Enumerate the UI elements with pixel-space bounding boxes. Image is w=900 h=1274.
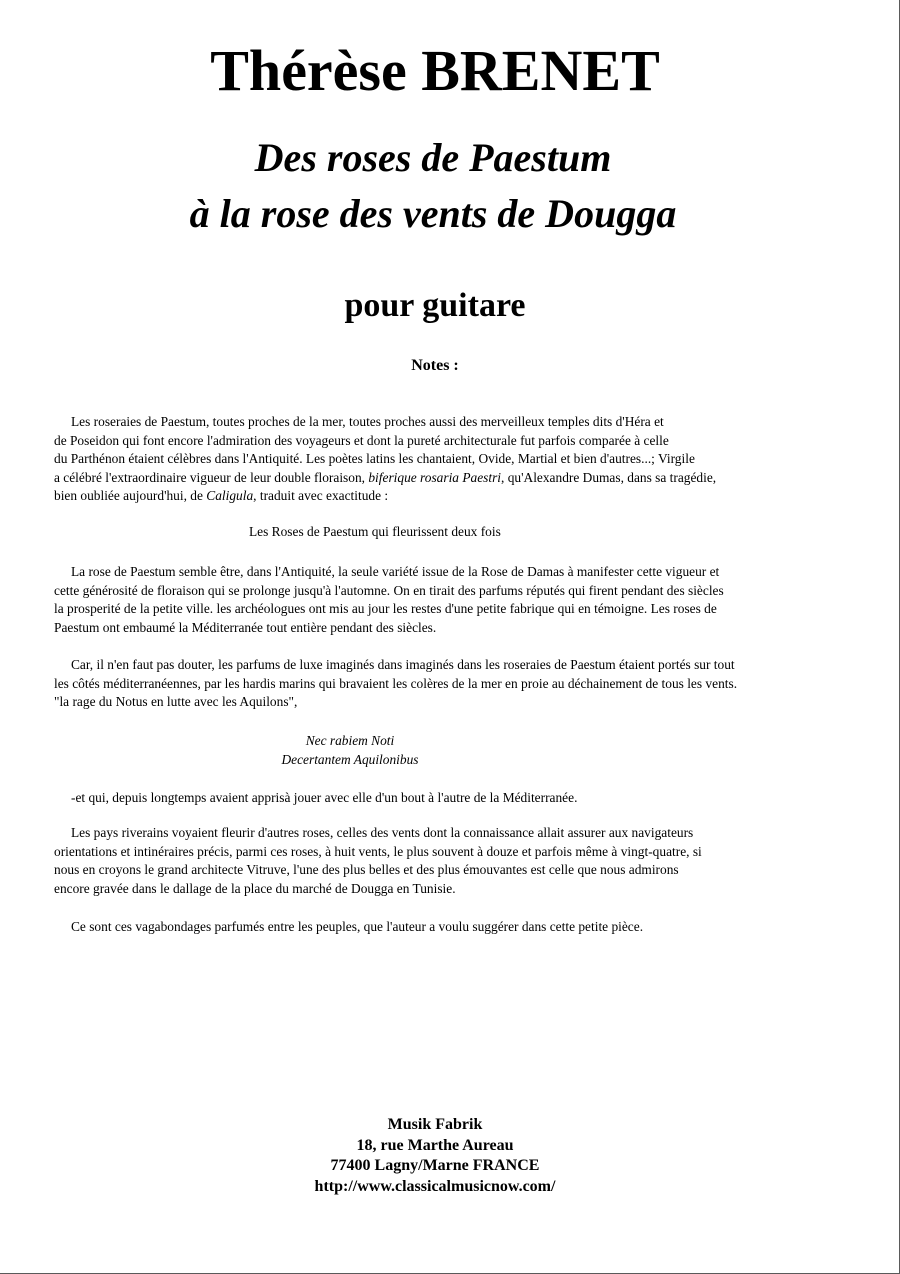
text-line: orientations et intinéraires précis, parmi ces roses, à huit vents, le plus souvent à douze et parfois même à vingt-quatre, si <box>54 843 702 859</box>
work-title: Caligula <box>206 488 254 504</box>
dumas-quote: Les Roses de Paestum qui fleurissent deux fois <box>249 524 501 539</box>
latin-quote-line-2: Decertantem Aquilonibus <box>281 751 419 767</box>
text-fragment: bien oubliée aujourd'hui, de <box>54 488 207 504</box>
text-line: Les pays riverains voyaient fleurir d'autres roses, celles des vents dont la connaissance allait assurer aux navigateurs <box>71 825 694 840</box>
text-line: nous en croyons le grand architecte Vitruve, l'une des plus belles et des plus émouvantes est celle que nous admirons <box>54 862 679 878</box>
latin-quote <box>0 732 700 769</box>
text-line: Ce sont ces vagabondages parfumés entre les peuples, que l'auteur a voulu suggérer dans cette petite pièce. <box>71 919 644 934</box>
publisher-street: 18, rue Marthe Aureau <box>356 1136 514 1154</box>
publisher-block <box>0 1115 870 1197</box>
text-line: Car, il n'en faut pas douter, les parfums de luxe imaginés dans imaginés dans les roseraies de Paestum étaient portés sur tout <box>71 657 735 672</box>
notes-heading: Notes : <box>411 357 459 374</box>
piece-title <box>0 130 866 242</box>
text-line <box>54 469 894 488</box>
paragraph-mediterranean <box>54 656 894 712</box>
text-line: Les roseraies de Paestum, toutes proches de la mer, toutes proches aussi des merveilleux temples dits d'Héra et <box>71 414 664 429</box>
text-line: encore gravée dans le dallage de la place du marché de Dougga en Tunisie. <box>54 880 456 896</box>
text-line: cette générosité de floraison qui se prolonge jusqu'à l'automne. On en tirait des parfums réputés qui firent pendant des siècles <box>54 582 724 598</box>
paragraph-conclusion <box>54 918 894 937</box>
piece-title-line-2: à la rose des vents de Dougga <box>189 191 677 236</box>
piece-title-line-1: Des roses de Paestum <box>254 135 612 180</box>
text-line: -et qui, depuis longtemps avaient apprisà jouer avec elle d'un bout à l'autre de la Méditerranée. <box>71 790 578 805</box>
paragraph-paestum-roses <box>54 413 894 506</box>
text-line: "la rage du Notus en lutte avec les Aquilons", <box>54 694 298 710</box>
publisher-url[interactable]: http://www.classicalmusicnow.com/ <box>314 1177 556 1195</box>
composer-name: Thérèse BRENET <box>210 38 660 103</box>
text-line: la prosperité de la petite ville. les archéologues ont mis au jour les restes d'une petite fabrique qui en témoigne. Les roses de <box>54 601 717 617</box>
text-line: les côtés méditerranéennes, par les hardis marins qui bravaient les colères de la mer en proie au déchainement de tous les vents. <box>54 675 738 691</box>
paragraph-damask-rose <box>54 563 894 637</box>
text-line: du Parthénon étaient célèbres dans l'Antiquité. Les poètes latins les chantaient, Ovide, Martial et bien d'autres...; Virgile <box>54 451 695 467</box>
latin-quote-line-1: Nec rabiem Noti <box>305 733 395 748</box>
instrumentation: pour guitare <box>344 287 526 324</box>
text-fragment: a célébré l'extraordinaire vigueur de leur double floraison, <box>54 469 369 485</box>
text-line <box>54 487 894 506</box>
publisher-name: Musik Fabrik <box>387 1116 483 1133</box>
text-line: Paestum ont embaumé la Méditerranée tout entière pendant des siècles. <box>54 619 437 635</box>
latin-phrase: biferique rosaria Paestri <box>368 469 502 485</box>
paragraph-wind-roses <box>54 824 894 898</box>
text-line: La rose de Paestum semble être, dans l'Antiquité, la seule variété issue de la Rose de Damas à manifester cette vigueur et <box>71 564 720 579</box>
text-fragment: , traduit avec exactitude : <box>253 488 389 504</box>
text-line: de Poseidon qui font encore l'admiration des voyageurs et dont la pureté architecturale fut parfois comparée à celle <box>54 432 669 448</box>
paragraph-sailors <box>54 789 894 808</box>
publisher-city: 77400 Lagny/Marne FRANCE <box>330 1157 540 1174</box>
text-fragment: , qu'Alexandre Dumas, dans sa tragédie, <box>501 469 717 485</box>
